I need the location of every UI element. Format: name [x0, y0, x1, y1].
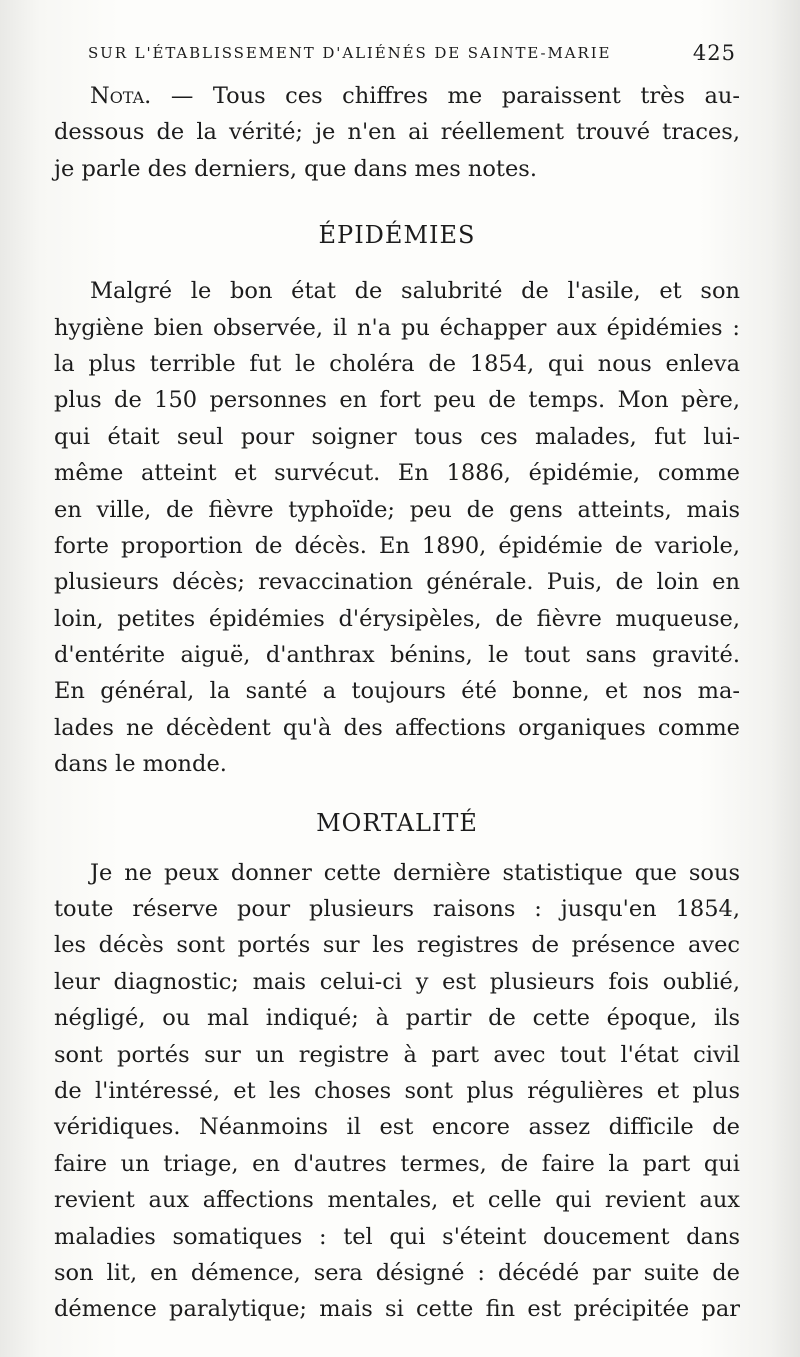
text-line: dans le monde. [54, 751, 227, 778]
section-heading-mortalite: MORTALITÉ [316, 808, 478, 837]
text-line: hygiène bien observée, il n'a pu échapper aux épidémies : [54, 314, 740, 341]
text-line: En général, la santé a toujours été bonne, et nos ma- [54, 678, 740, 705]
text-line: Malgré le bon état de salubrité de l'asile, et son [90, 278, 740, 305]
text-line: plusieurs décès; revaccination générale. Puis, de loin en [54, 569, 740, 596]
text-line: maladies somatiques : tel qui s'éteint doucement dans [54, 1223, 740, 1250]
text-line: je parle des derniers, que dans mes notes. [54, 155, 537, 182]
text-line: toute réserve pour plusieurs raisons : jusqu'en 1854, [54, 896, 740, 923]
body-text [54, 78, 740, 1328]
text-line: leur diagnostic; mais celui-ci y est plusieurs fois oublié, [54, 968, 740, 995]
nota-line-text: — Tous ces chiffres me paraissent très au- [170, 83, 740, 109]
section-heading-epidemies: ÉPIDÉMIES [318, 221, 476, 250]
text-line: sont portés sur un registre à part avec tout l'état civil [54, 1041, 740, 1068]
text-line: même atteint et survécut. En 1886, épidémie, comme [54, 460, 740, 487]
text-line: faire un triage, en d'autres termes, de faire la part qui [54, 1150, 740, 1177]
text-line: négligé, ou mal indiqué; à partir de cette époque, ils [54, 1005, 740, 1032]
epidemies-paragraph [54, 273, 740, 782]
page-number: 425 [692, 41, 736, 65]
text-line: en ville, de fièvre typhoïde; peu de gens atteints, mais [54, 496, 740, 523]
text-line: véridiques. Néanmoins il est encore assez difficile de [54, 1114, 740, 1141]
text-line [54, 78, 740, 114]
text-line: plus de 150 personnes en fort peu de temps. Mon père, [54, 387, 740, 414]
text-line: revient aux affections mentales, et celle qui revient aux [54, 1187, 740, 1214]
text-line: de l'intéressé, et les choses sont plus régulières et plus [54, 1077, 740, 1104]
text-line: son lit, en démence, sera désigné : décédé par suite de [54, 1259, 740, 1286]
nota-label: Nota. [90, 83, 152, 109]
text-line: Je ne peux donner cette dernière statistique que sous [90, 859, 740, 886]
text-line: loin, petites épidémies d'érysipèles, de fièvre muqueuse, [54, 605, 740, 632]
text-line: dessous de la vérité; je n'en ai réellement trouvé traces, [54, 119, 740, 146]
mortalite-paragraph [54, 855, 740, 1328]
text-line: d'entérite aiguë, d'anthrax bénins, le tout sans gravité. [54, 642, 740, 669]
text-line: la plus terrible fut le choléra de 1854, qui nous enleva [54, 350, 740, 377]
nota-paragraph [54, 78, 740, 187]
text-line: lades ne décèdent qu'à des affections organiques comme [54, 714, 740, 741]
running-head [88, 41, 736, 70]
text-line: qui était seul pour soigner tous ces malades, fut lui- [54, 423, 740, 450]
text-line: démence paralytique; mais si cette fin est précipitée par [54, 1296, 740, 1323]
text-line: les décès sont portés sur les registres de présence avec [54, 932, 740, 959]
text-line: forte proportion de décès. En 1890, épidémie de variole, [54, 532, 740, 559]
running-head-title: SUR L'ÉTABLISSEMENT D'ALIÉNÉS DE SAINTE-MARIE [88, 44, 612, 62]
